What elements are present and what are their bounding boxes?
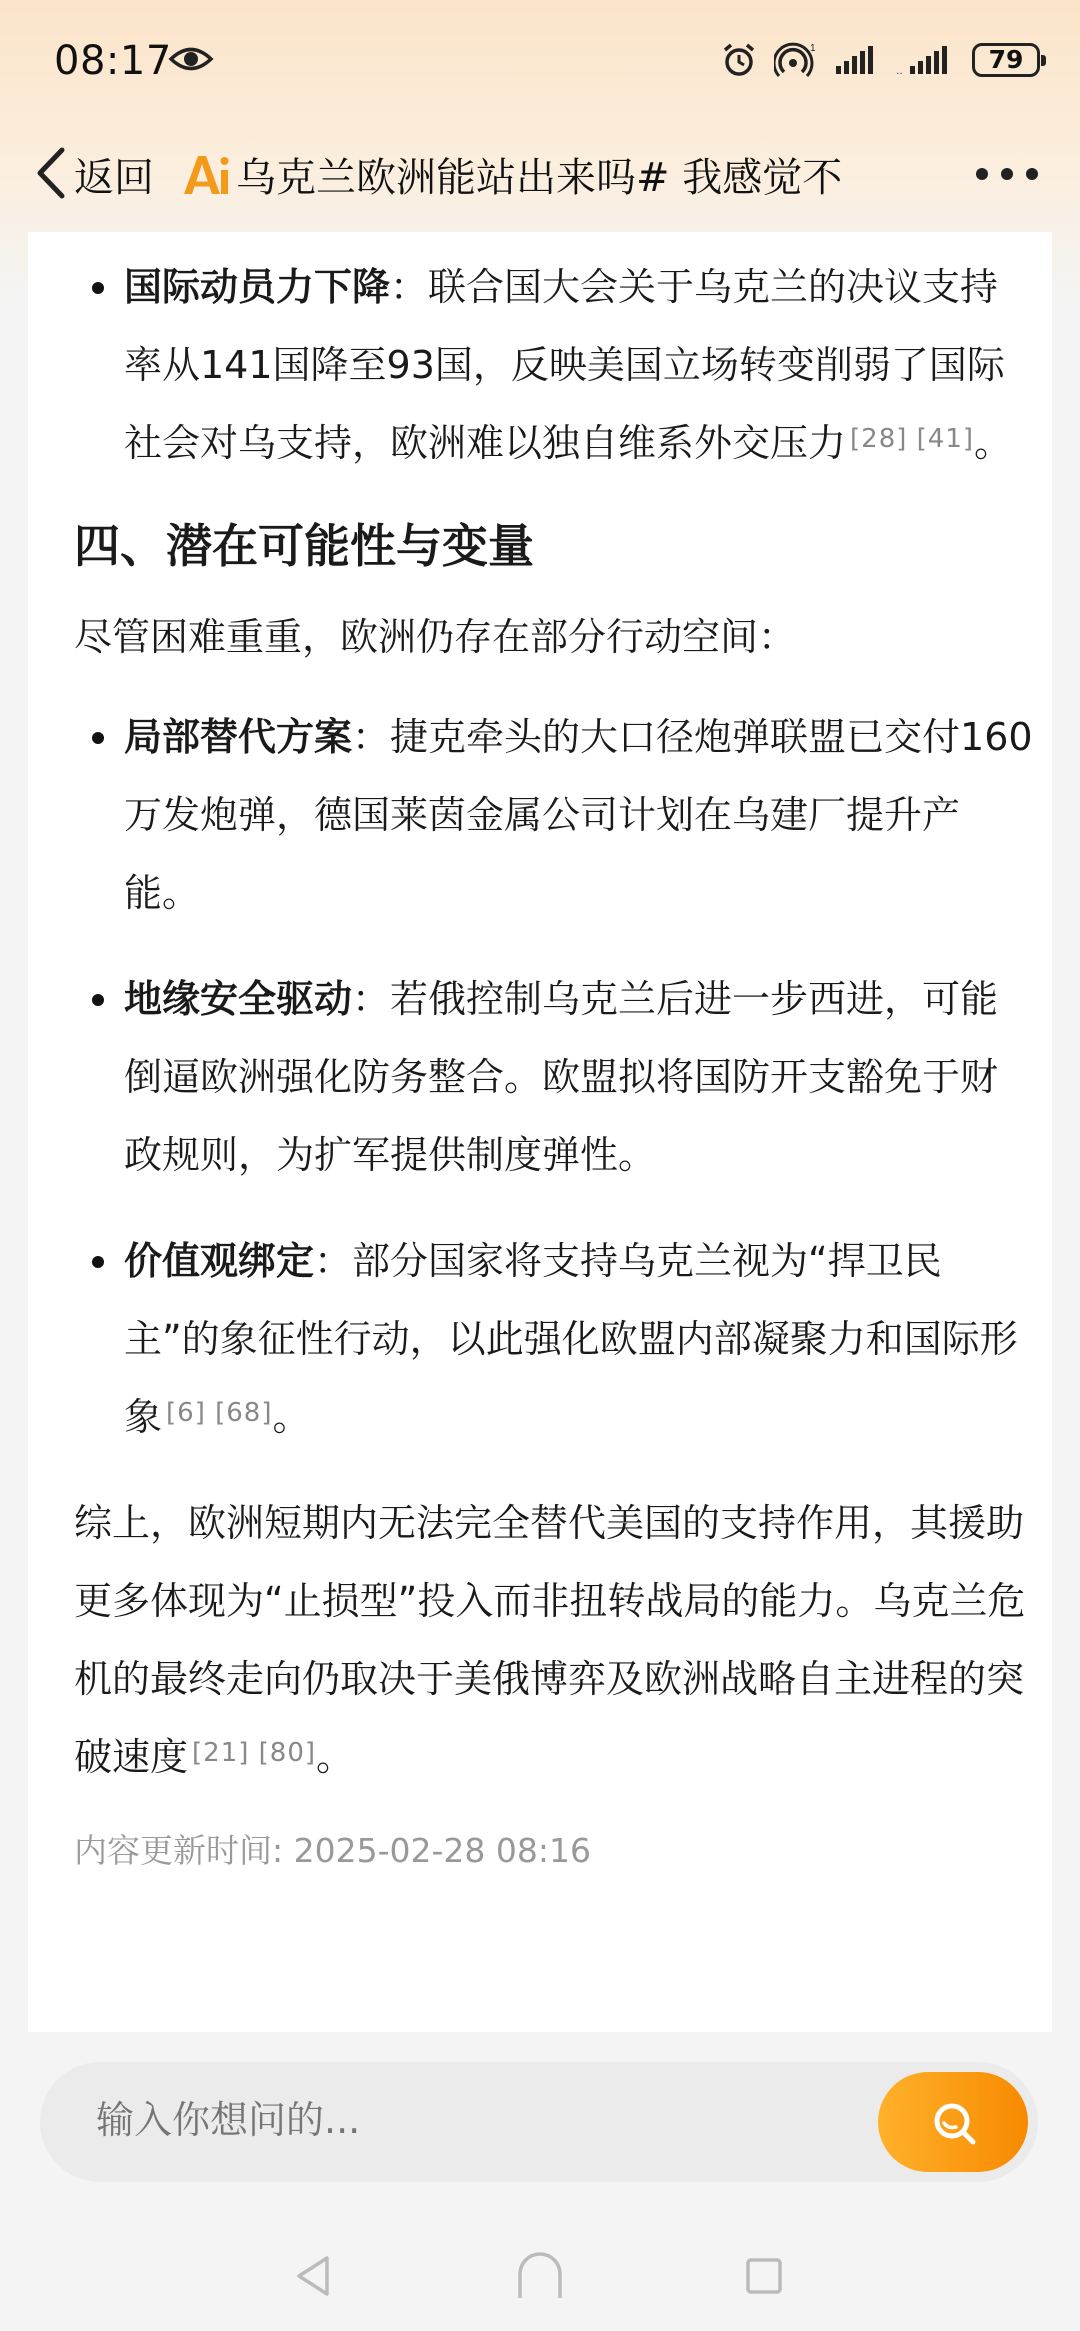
bullet-dot xyxy=(92,732,104,744)
status-icons xyxy=(720,40,1040,80)
signal-icon xyxy=(834,44,880,76)
status-time: 08:17 xyxy=(54,38,172,84)
top-nav xyxy=(0,128,1080,218)
bullet-item xyxy=(74,1222,1034,1456)
citation-refs[interactable]: [6] [68] xyxy=(166,1398,273,1428)
svg-text:..: .. xyxy=(896,63,903,76)
home-icon[interactable] xyxy=(512,2250,568,2300)
bullet-dot xyxy=(92,282,104,294)
status-bar xyxy=(0,0,1080,120)
bullet-dot xyxy=(92,1256,104,1268)
back-chevron-icon[interactable] xyxy=(30,144,70,202)
eye-icon xyxy=(168,44,214,74)
bullet-separator: ： xyxy=(390,265,429,309)
bullet-end: 。 xyxy=(974,421,1013,465)
conclusion-text: 综上，欧洲短期内无法完全替代美国的支持作用，其援助更多体现为“止损型”投入而非扭转战局的能力。乌克兰危机的最终走向仍取决于美俄博弈及欧洲战略自主进程的突破速度 xyxy=(74,1501,1026,1779)
conclusion-end: 。 xyxy=(316,1735,355,1779)
bullet-dot xyxy=(92,994,104,1006)
bullet-text: 若俄控制乌克兰后进一步西进，可能倒逼欧洲强化防务整合。欧盟拟将国防开支豁免于财政规则，为扩军提供制度弹性。 xyxy=(124,977,999,1177)
answer-content xyxy=(74,232,1034,1876)
search-icon xyxy=(930,2099,978,2147)
hotspot-icon xyxy=(774,41,818,79)
bullet-end: 。 xyxy=(272,1395,311,1439)
battery-icon xyxy=(972,43,1040,77)
back-triangle-icon[interactable] xyxy=(293,2254,333,2298)
citation-refs[interactable]: [21] [80] xyxy=(192,1738,317,1768)
bullet-separator: ： xyxy=(352,977,391,1021)
bullet-item xyxy=(74,698,1034,932)
citation-refs[interactable]: [28] [41] xyxy=(850,424,975,454)
section-heading: 四、潜在可能性与变量 xyxy=(74,519,534,573)
conclusion-paragraph xyxy=(74,1484,1034,1796)
battery-level: 79 xyxy=(988,45,1024,74)
answer-card xyxy=(28,232,1052,2032)
signal-icon-2 xyxy=(896,44,956,76)
ai-logo-icon xyxy=(180,150,232,198)
section-intro: 尽管困难重重，欧洲仍存在部分行动空间： xyxy=(74,615,797,659)
updated-time: 内容更新时间: 2025-02-28 08:16 xyxy=(74,1831,591,1870)
bullet-title: 地缘安全驱动 xyxy=(124,977,353,1021)
back-button[interactable]: 返回 xyxy=(74,155,154,201)
bullet-separator: ： xyxy=(314,1239,353,1283)
bullet-item xyxy=(74,960,1034,1194)
system-navigation-bar xyxy=(0,2220,1080,2331)
bullet-text: 捷克牵头的大口径炮弹联盟已交付160万发炮弹，德国莱茵金属公司计划在乌建厂提升产能。 xyxy=(124,715,1033,915)
bullet-text: 部分国家将支持乌克兰视为“捍卫民主”的象征性行动，以此强化欧盟内部凝聚力和国际形象 xyxy=(124,1239,1018,1439)
more-options-icon[interactable] xyxy=(974,166,1040,182)
svg-text:1: 1 xyxy=(810,43,816,54)
bullet-title: 国际动员力下降 xyxy=(124,265,391,309)
alarm-icon xyxy=(720,41,758,79)
recent-apps-icon[interactable] xyxy=(744,2256,784,2296)
question-input-bar xyxy=(40,2062,1038,2182)
bullet-item xyxy=(74,248,1034,482)
bullet-text: 联合国大会关于乌克兰的决议支持率从141国降至93国，反映美国立场转变削弱了国际社会对乌支持，欧洲难以独自维系外交压力 xyxy=(124,265,1005,465)
search-button[interactable] xyxy=(878,2072,1028,2172)
bullet-separator: ： xyxy=(352,715,391,759)
bullet-title: 局部替代方案 xyxy=(124,715,353,759)
page-title: 乌克兰欧洲能站出来吗# 我感觉不 xyxy=(236,155,843,201)
bullet-title: 价值观绑定 xyxy=(124,1239,315,1283)
question-input[interactable] xyxy=(96,2098,856,2142)
